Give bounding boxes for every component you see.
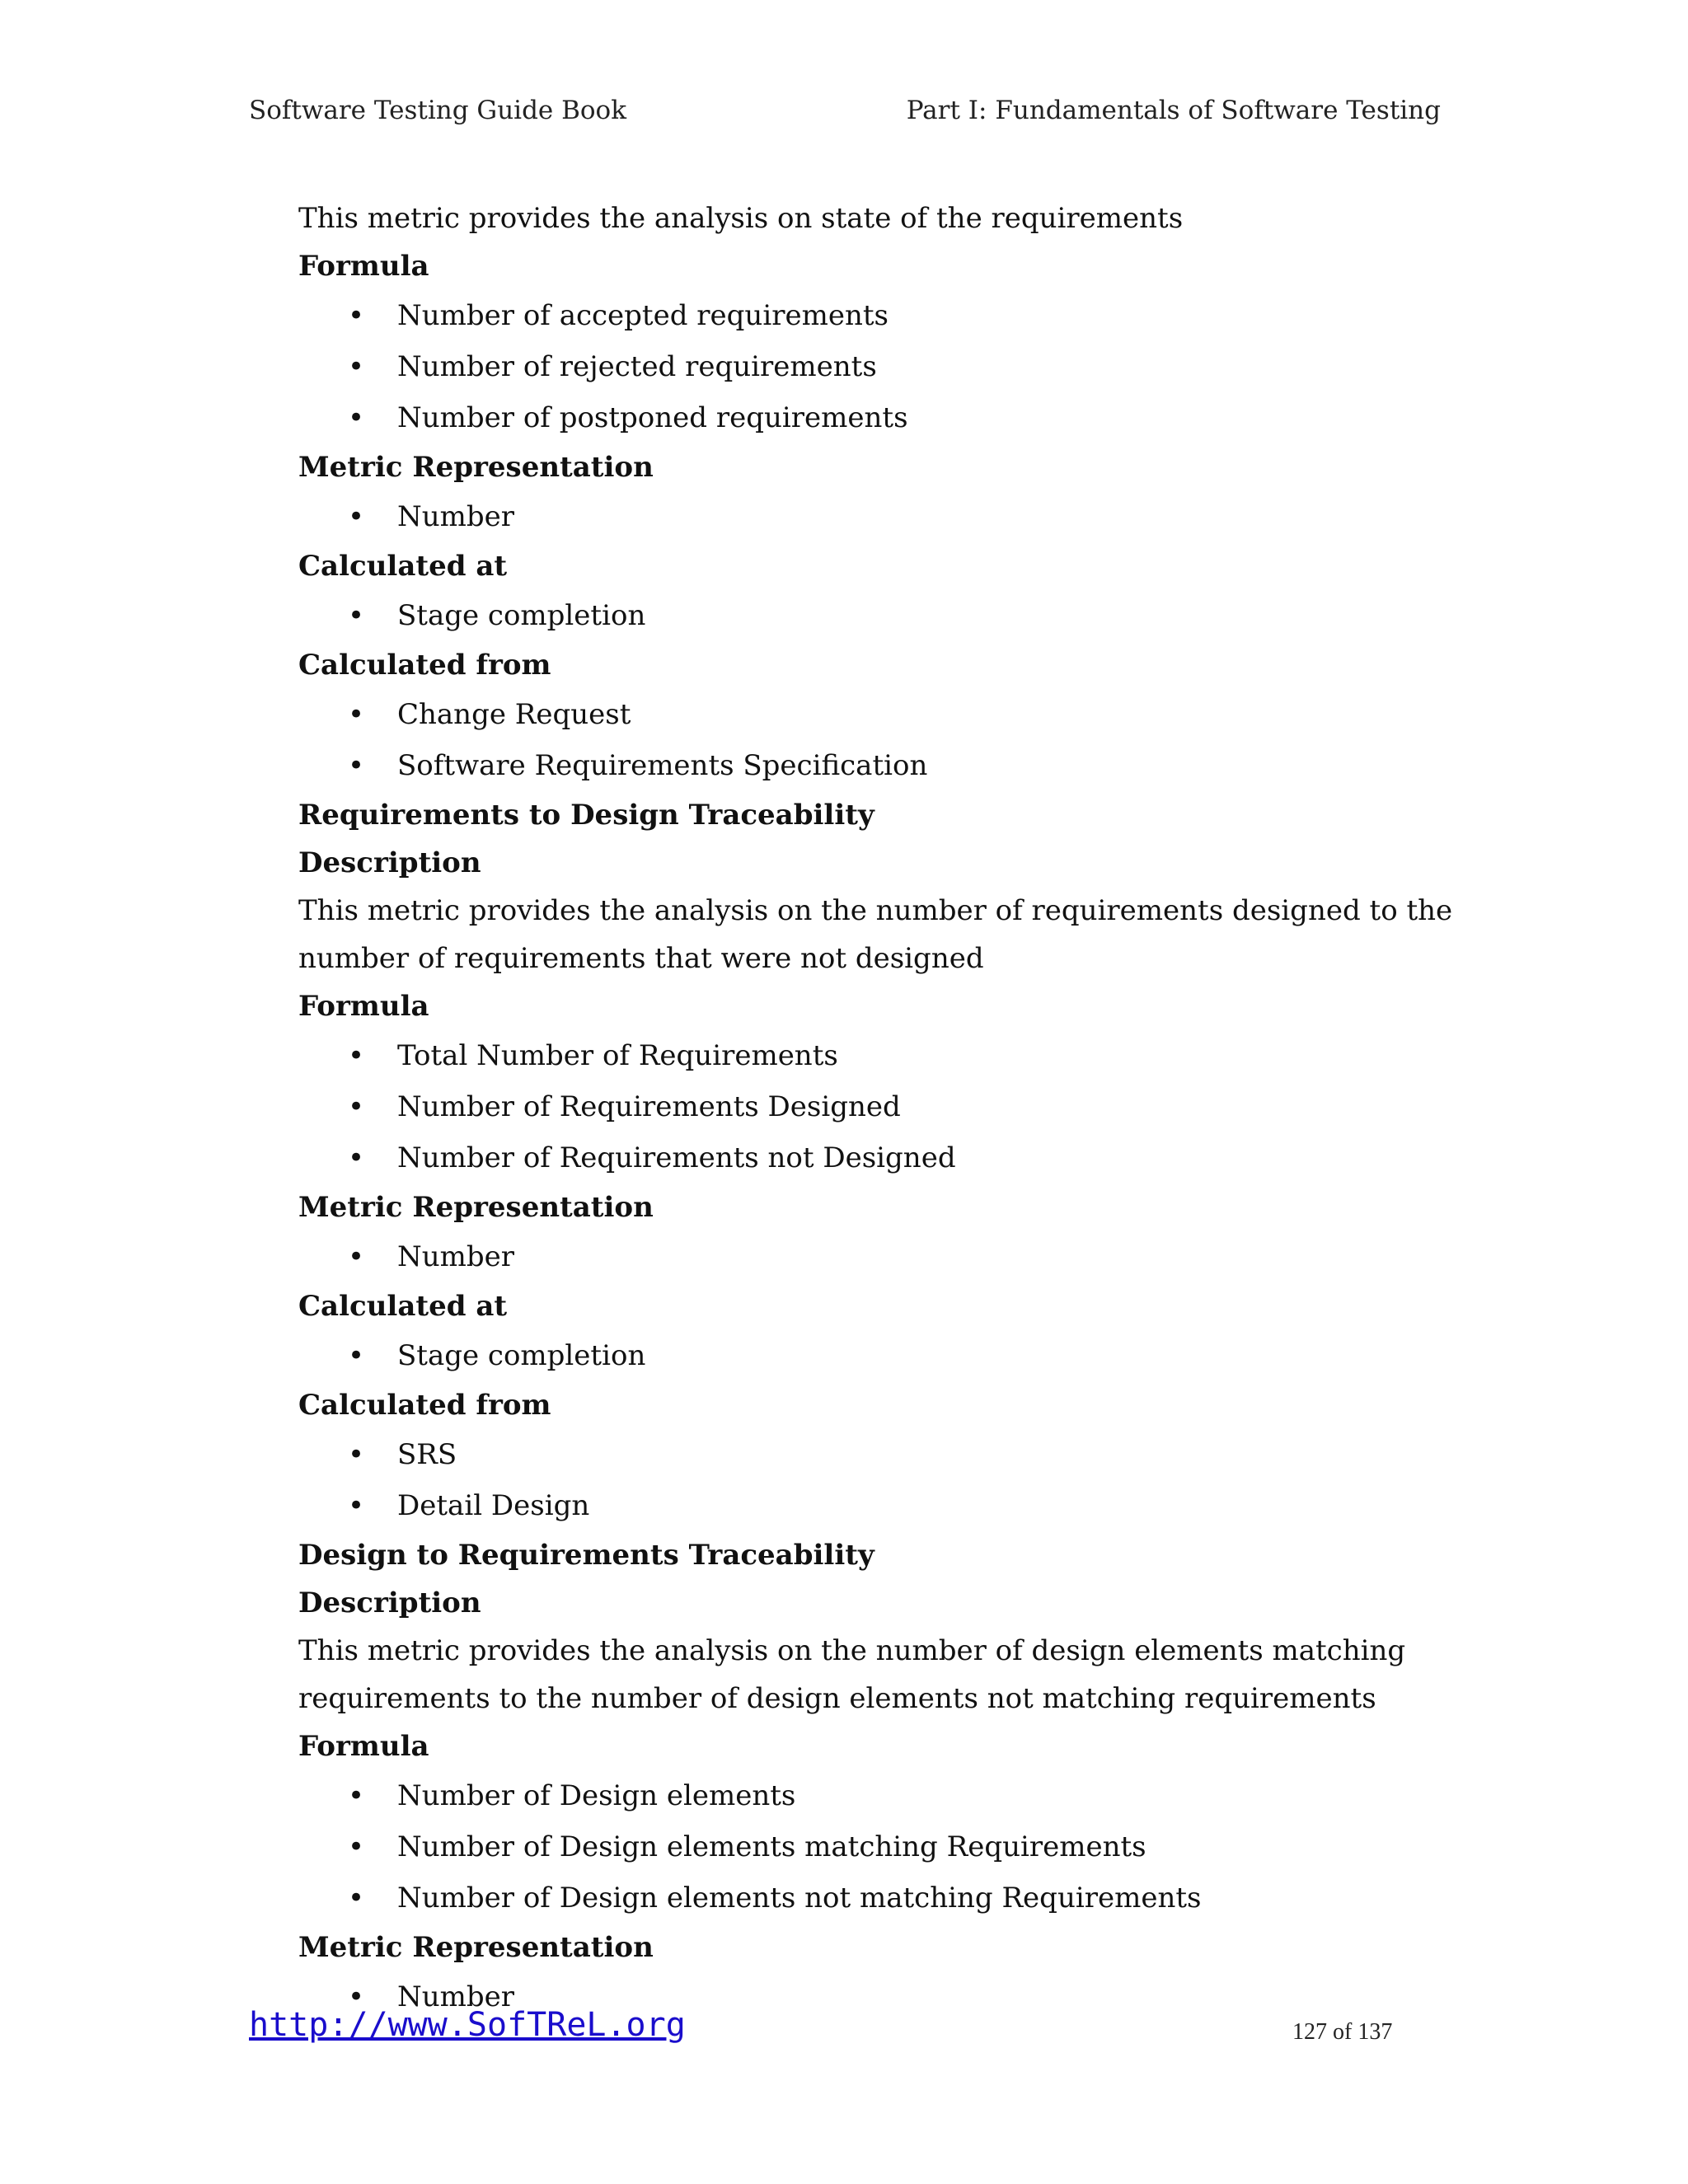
bullet-icon: • — [348, 299, 365, 332]
section-heading: Design to Requirements Traceability — [298, 1539, 874, 1572]
bullet-item — [298, 1330, 1469, 1381]
bullet-text: Number of Design elements — [397, 1779, 796, 1812]
section-heading: Calculated at — [298, 550, 508, 583]
section-heading: Metric Representation — [298, 1191, 654, 1224]
section-heading: Formula — [298, 990, 429, 1023]
section-heading: Metric Representation — [298, 1931, 654, 1964]
bullet-item — [298, 1081, 1469, 1132]
bullet-item — [298, 392, 1469, 443]
bullet-item — [298, 491, 1469, 542]
bullet-item — [298, 689, 1469, 740]
section-heading: Calculated at — [298, 1290, 508, 1323]
bullet-item — [298, 590, 1469, 641]
bullet-text: Total Number of Requirements — [397, 1039, 838, 1072]
bullet-item — [298, 1231, 1469, 1282]
bullet-text: Number of Design elements matching Requirements — [397, 1830, 1146, 1863]
section-heading: Calculated from — [298, 1389, 551, 1422]
bullet-item — [298, 290, 1469, 341]
bullet-icon: • — [348, 1438, 365, 1471]
bullet-text: Number — [397, 500, 515, 533]
section-heading: Requirements to Design Traceability — [298, 799, 874, 832]
bullet-icon: • — [348, 1240, 365, 1273]
section-heading: Calculated from — [298, 649, 551, 682]
bullet-icon: • — [348, 1039, 365, 1072]
bullet-text: Number of Design elements not matching Requirements — [397, 1882, 1202, 1915]
bullet-icon: • — [348, 599, 365, 632]
bullet-icon: • — [348, 1090, 365, 1123]
page-number: 127 of 137 — [1292, 2019, 1393, 2045]
bullet-item — [298, 341, 1469, 392]
section-heading: Formula — [298, 250, 429, 283]
bullet-icon: • — [348, 401, 365, 434]
section-heading: Formula — [298, 1730, 429, 1763]
bullet-icon: • — [348, 749, 365, 782]
bullet-text: Number of accepted requirements — [397, 299, 889, 332]
bullet-icon: • — [348, 698, 365, 731]
bullet-text: Number — [397, 1980, 515, 2013]
bullet-icon: • — [348, 1339, 365, 1372]
bullet-icon: • — [348, 1489, 365, 1522]
paragraph: This metric provides the analysis on the number of design elements matching requirements to the number of design elements not matching requirements — [298, 1634, 1406, 1715]
bullet-text: Number of rejected requirements — [397, 350, 877, 383]
bullet-icon: • — [348, 1141, 365, 1174]
bullet-item — [298, 1132, 1469, 1183]
bullet-item — [298, 1030, 1469, 1081]
bullet-text: Number of Requirements not Designed — [397, 1141, 956, 1174]
section-heading: Metric Representation — [298, 451, 654, 484]
bullet-text: Change Request — [397, 698, 631, 731]
running-header-right: Part I: Fundamentals of Software Testing — [906, 96, 1441, 125]
bullet-text: Stage completion — [397, 1339, 646, 1372]
bullet-text: Detail Design — [397, 1489, 590, 1522]
bullet-item — [298, 1821, 1469, 1872]
footer-website-link[interactable]: http://www.SofTReL.org — [249, 2006, 686, 2044]
running-header-left: Software Testing Guide Book — [249, 96, 627, 125]
page-body — [298, 194, 1469, 2022]
bullet-item — [298, 1429, 1469, 1480]
bullet-icon: • — [348, 1830, 365, 1863]
bullet-icon: • — [348, 1980, 365, 2013]
bullet-item — [298, 1872, 1469, 1924]
bullet-icon: • — [348, 1882, 365, 1915]
paragraph: This metric provides the analysis on state of the requirements — [298, 202, 1184, 235]
bullet-icon: • — [348, 1779, 365, 1812]
section-heading: Description — [298, 1586, 481, 1619]
bullet-text: SRS — [397, 1438, 457, 1471]
section-heading: Description — [298, 846, 481, 879]
bullet-text: Number — [397, 1240, 515, 1273]
bullet-text: Number of postponed requirements — [397, 401, 908, 434]
bullet-icon: • — [348, 500, 365, 533]
bullet-text: Number of Requirements Designed — [397, 1090, 901, 1123]
bullet-item — [298, 1480, 1469, 1531]
bullet-icon: • — [348, 350, 365, 383]
bullet-text: Software Requirements Specification — [397, 749, 928, 782]
bullet-item — [298, 1770, 1469, 1821]
paragraph: This metric provides the analysis on the number of requirements designed to the number of requirements that were not designed — [298, 894, 1453, 975]
bullet-item — [298, 740, 1469, 791]
bullet-text: Stage completion — [397, 599, 646, 632]
